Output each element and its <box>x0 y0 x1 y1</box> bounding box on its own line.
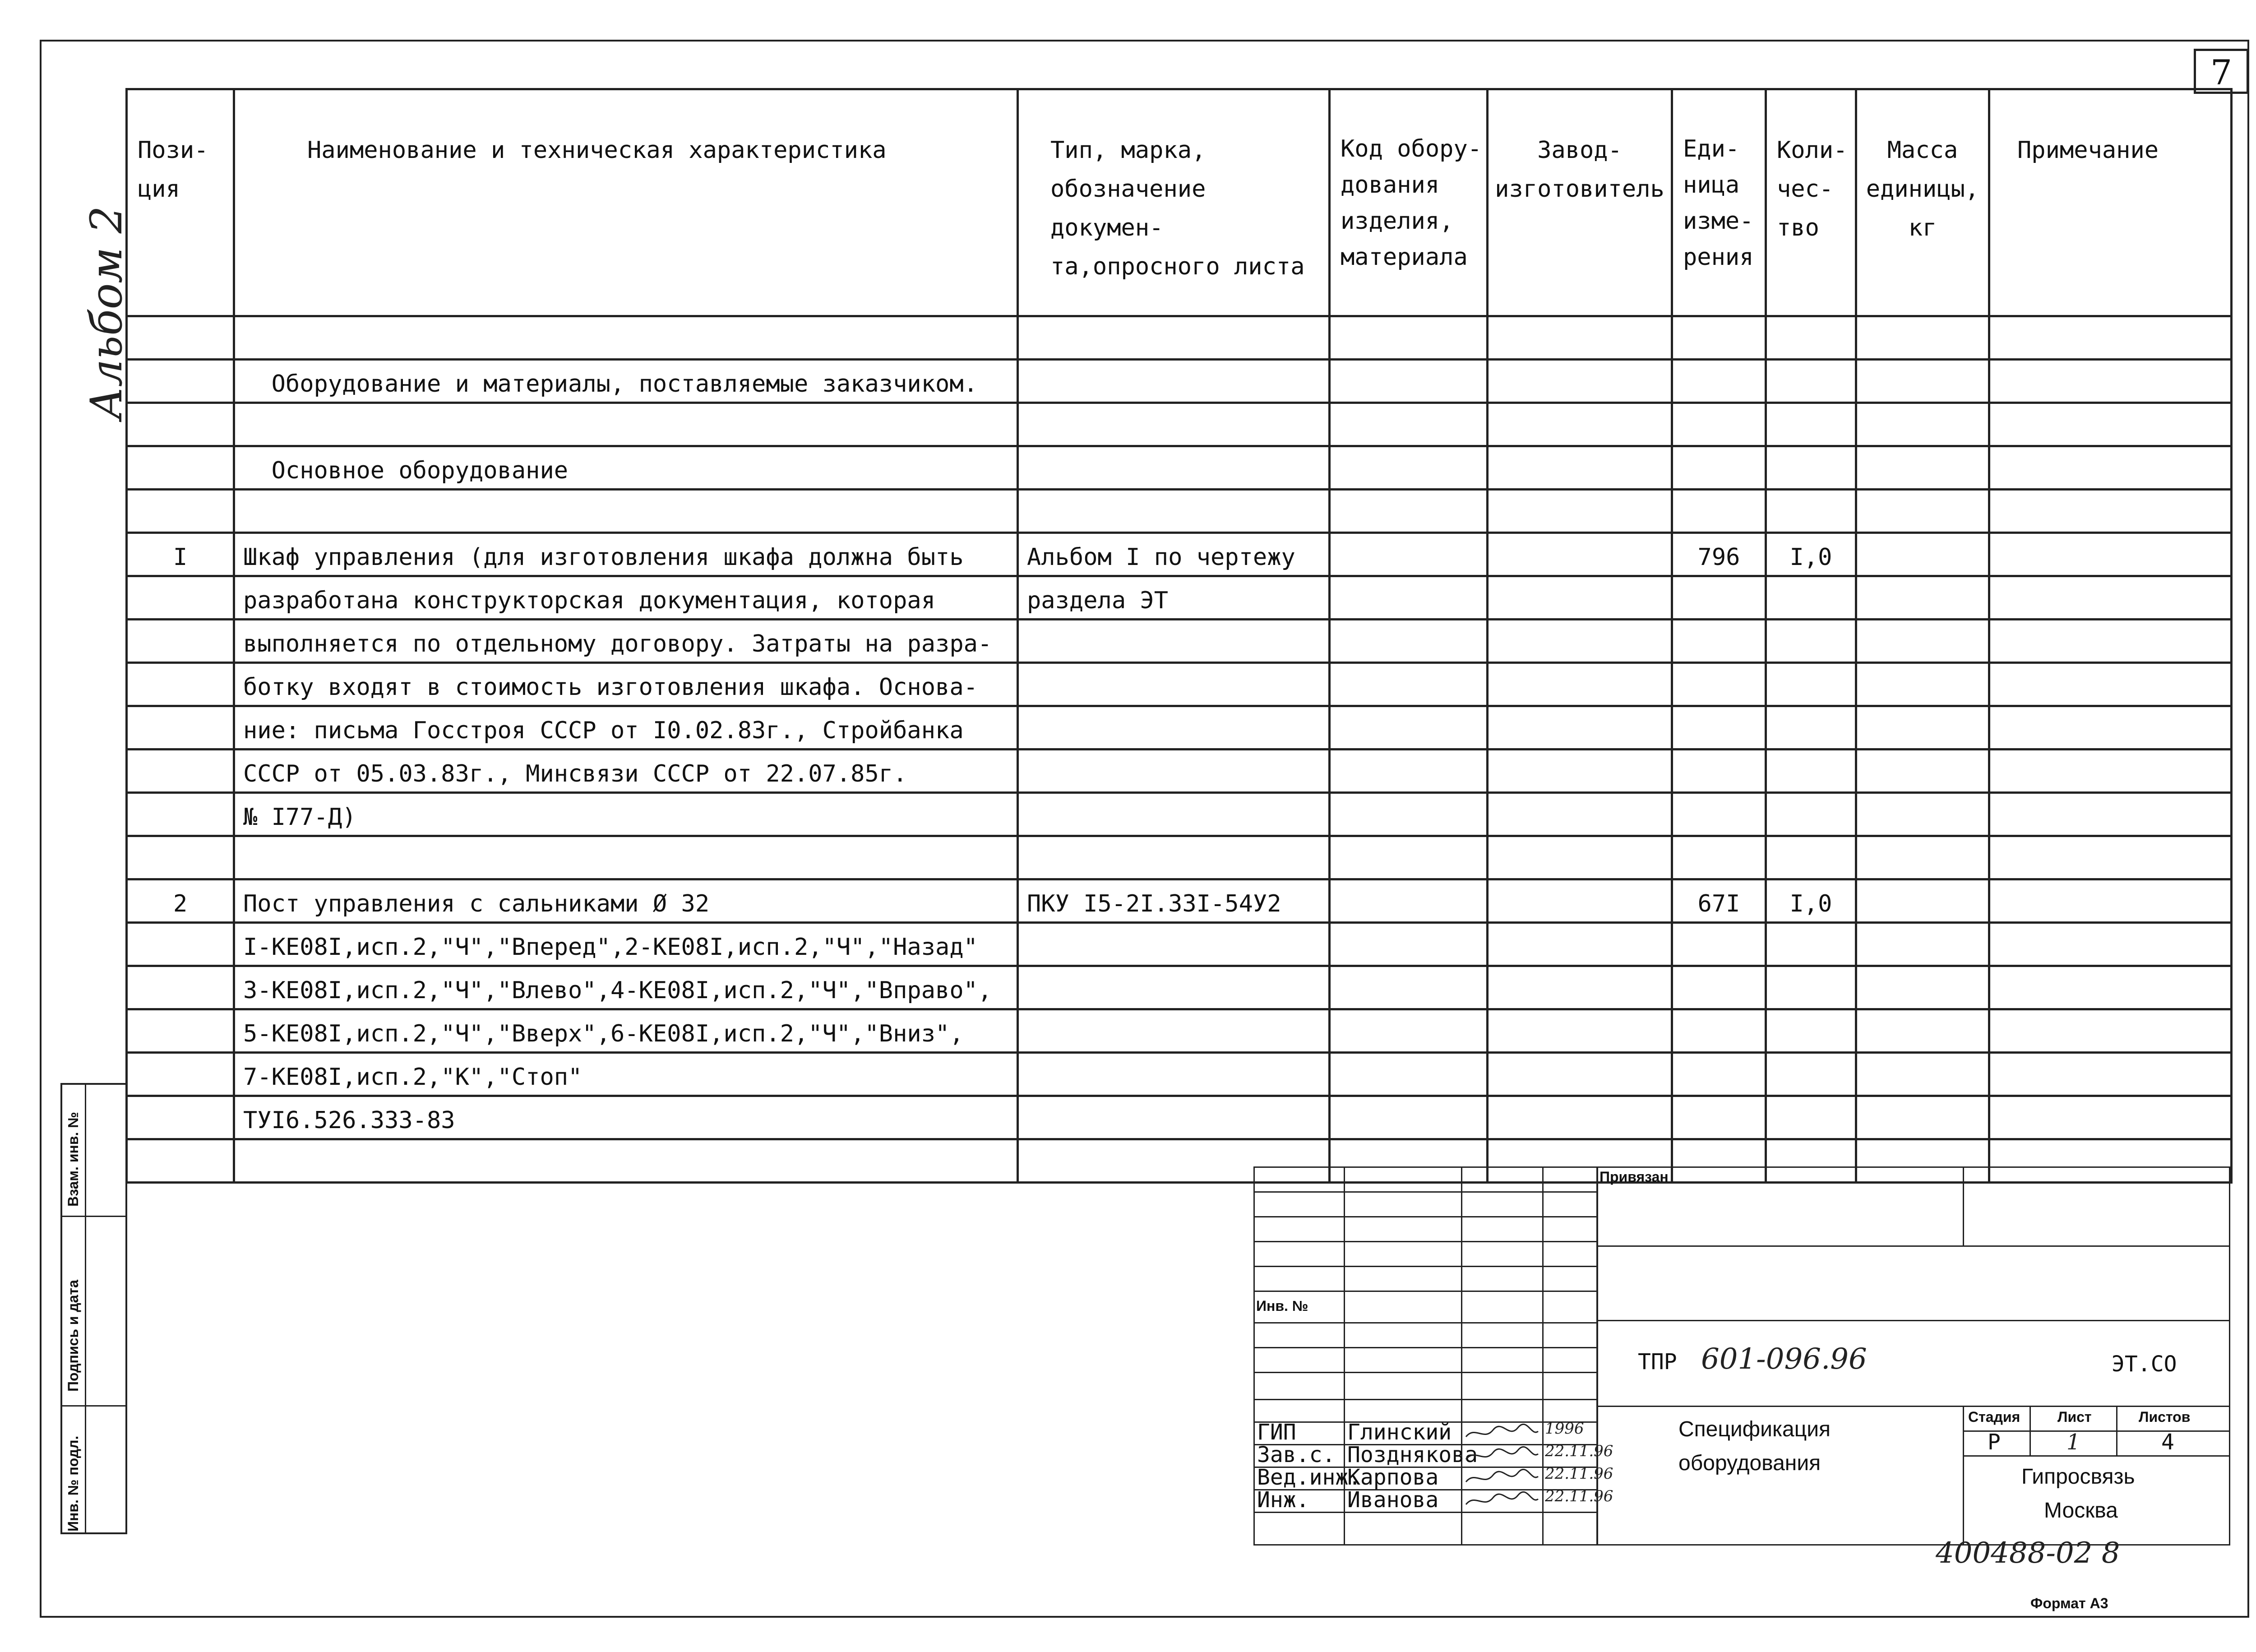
cell-name: I-КЕ08I,исп.2,"Ч","Вперед",2-КЕ08I,исп.2,"Ч","Назад" <box>234 923 1018 966</box>
sheet-label: Лист <box>2057 1409 2092 1425</box>
stage-label: Стадия <box>1968 1409 2020 1425</box>
table-row <box>127 793 2232 836</box>
specification-table <box>125 88 2233 1184</box>
header-mass: Масса единицы, кг <box>1856 89 1989 316</box>
album-note: Альбом 2 <box>81 206 132 420</box>
cell-type <box>1018 1096 1330 1139</box>
cell-pos <box>127 1053 234 1096</box>
cell-pos: 2 <box>127 879 234 923</box>
sheet-value: 1 <box>2066 1430 2080 1455</box>
table-row <box>127 490 2232 533</box>
cell-maker <box>1488 316 1672 360</box>
cell-maker <box>1488 836 1672 879</box>
cell-mass <box>1856 403 1989 446</box>
cell-name <box>234 316 1018 360</box>
cell-pos <box>127 490 234 533</box>
cell-note <box>1989 836 2232 879</box>
table-row <box>127 1096 2232 1139</box>
cell-unit <box>1672 706 1766 750</box>
cell-mass <box>1856 750 1989 793</box>
cell-type <box>1018 706 1330 750</box>
organization-city: Москва <box>2044 1499 2118 1522</box>
cell-name: 3-КЕ08I,исп.2,"Ч","Влево",4-КЕ08I,исп.2,"Ч","Вправо", <box>234 966 1018 1009</box>
cell-name: Шкаф управления (для изготовления шкафа должна быть <box>234 533 1018 576</box>
cell-unit <box>1672 1096 1766 1139</box>
cell-note <box>1989 403 2232 446</box>
table-row <box>127 966 2232 1009</box>
cell-code <box>1330 403 1488 446</box>
cell-maker <box>1488 663 1672 706</box>
cell-name: выполняется по отдельному договору. Затраты на разра- <box>234 620 1018 663</box>
cell-pos <box>127 360 234 403</box>
cell-qty <box>1766 576 1856 620</box>
cell-unit <box>1672 576 1766 620</box>
cell-mass <box>1856 620 1989 663</box>
inv-label: Инв. № <box>1256 1298 1308 1314</box>
page-number: 7 <box>2194 49 2249 94</box>
cell-mass <box>1856 836 1989 879</box>
cell-pos <box>127 1009 234 1053</box>
table-row <box>127 620 2232 663</box>
table-row <box>127 576 2232 620</box>
cell-type <box>1018 316 1330 360</box>
cell-unit <box>1672 966 1766 1009</box>
cell-code <box>1330 1053 1488 1096</box>
side-label-inv-orig: Инв. № подл. <box>65 1435 81 1532</box>
cell-pos <box>127 923 234 966</box>
cell-note <box>1989 1009 2232 1053</box>
cell-name: ТУI6.526.333-83 <box>234 1096 1018 1139</box>
cell-maker <box>1488 446 1672 490</box>
cell-type <box>1018 793 1330 836</box>
cell-pos <box>127 316 234 360</box>
cell-type: раздела ЭТ <box>1018 576 1330 620</box>
cell-qty <box>1766 446 1856 490</box>
cell-type <box>1018 446 1330 490</box>
cell-pos <box>127 836 234 879</box>
signatory-role: Инж. <box>1257 1487 1309 1513</box>
cell-type <box>1018 663 1330 706</box>
cell-mass <box>1856 1009 1989 1053</box>
cell-qty <box>1766 490 1856 533</box>
cell-pos <box>127 663 234 706</box>
cell-pos <box>127 966 234 1009</box>
cell-qty <box>1766 836 1856 879</box>
signature-icon <box>1464 1468 1540 1489</box>
cell-note <box>1989 316 2232 360</box>
cell-code <box>1330 966 1488 1009</box>
signature-date: 1996 <box>1545 1420 1584 1438</box>
cell-note <box>1989 663 2232 706</box>
cell-note <box>1989 1096 2232 1139</box>
cell-pos <box>127 750 234 793</box>
sheets-label: Листов <box>2139 1409 2191 1425</box>
cell-unit <box>1672 316 1766 360</box>
cell-mass <box>1856 706 1989 750</box>
header-row <box>127 89 2232 316</box>
cell-name <box>234 403 1018 446</box>
cell-type <box>1018 1053 1330 1096</box>
cell-maker <box>1488 403 1672 446</box>
signatory-role: Вед.инж. <box>1257 1465 1362 1490</box>
table-row <box>127 316 2232 360</box>
signature-date: 22.11.96 <box>1545 1465 1613 1483</box>
cell-type <box>1018 836 1330 879</box>
cell-code <box>1330 836 1488 879</box>
cell-code <box>1330 316 1488 360</box>
table-row <box>127 360 2232 403</box>
cell-type <box>1018 360 1330 403</box>
cell-mass <box>1856 793 1989 836</box>
cell-code <box>1330 533 1488 576</box>
cell-maker <box>1488 793 1672 836</box>
cell-pos <box>127 1096 234 1139</box>
signatory-role: Зав.с. <box>1257 1442 1336 1467</box>
cell-maker <box>1488 1096 1672 1139</box>
cell-note <box>1989 706 2232 750</box>
cell-qty <box>1766 793 1856 836</box>
cell-code <box>1330 446 1488 490</box>
cell-code <box>1330 879 1488 923</box>
cell-note <box>1989 879 2232 923</box>
cell-code <box>1330 490 1488 533</box>
cell-maker <box>1488 706 1672 750</box>
cell-unit <box>1672 1053 1766 1096</box>
cell-unit <box>1672 923 1766 966</box>
signature-icon <box>1464 1423 1540 1444</box>
cell-qty <box>1766 1096 1856 1139</box>
cell-unit <box>1672 446 1766 490</box>
header-unit: Еди- ница изме- рения <box>1672 89 1766 316</box>
cell-mass <box>1856 923 1989 966</box>
cell-note <box>1989 923 2232 966</box>
cell-name <box>234 490 1018 533</box>
cell-pos <box>127 403 234 446</box>
cell-qty <box>1766 316 1856 360</box>
cell-name: разработана конструкторская документация, которая <box>234 576 1018 620</box>
cell-pos <box>127 446 234 490</box>
header-pos: Пози- ция <box>127 89 234 316</box>
cell-name: Оборудование и материалы, поставляемые заказчиком. <box>234 360 1018 403</box>
cell-mass <box>1856 446 1989 490</box>
cell-maker <box>1488 1053 1672 1096</box>
cell-unit <box>1672 1009 1766 1053</box>
cell-unit: 67I <box>1672 879 1766 923</box>
sheets-value: 4 <box>2161 1430 2174 1455</box>
cell-maker <box>1488 576 1672 620</box>
cell-qty <box>1766 1009 1856 1053</box>
attached-label: Привязан <box>1600 1169 1669 1185</box>
cell-pos <box>127 1139 234 1183</box>
cell-name: 7-КЕ08I,исп.2,"К","Стоп" <box>234 1053 1018 1096</box>
cell-name: ние: письма Госстроя СССР от I0.02.83г., Стройбанка <box>234 706 1018 750</box>
cell-type <box>1018 750 1330 793</box>
cell-maker <box>1488 490 1672 533</box>
cell-maker <box>1488 360 1672 403</box>
doc-title-line2: оборудования <box>1678 1451 1821 1475</box>
cell-mass <box>1856 490 1989 533</box>
cell-code <box>1330 360 1488 403</box>
doc-code-handwritten: 601-096.96 <box>1701 1342 1867 1376</box>
cell-maker <box>1488 879 1672 923</box>
doc-suffix: ЭТ.СО <box>2112 1351 2177 1377</box>
table-row <box>127 1009 2232 1053</box>
cell-pos: I <box>127 533 234 576</box>
cell-qty <box>1766 620 1856 663</box>
cell-type: Альбом I по чертежу <box>1018 533 1330 576</box>
format-label: Формат А3 <box>2030 1595 2108 1611</box>
cell-note <box>1989 576 2232 620</box>
side-label-sign-date: Подпись и дата <box>65 1280 81 1392</box>
cell-maker <box>1488 1009 1672 1053</box>
signatory-role: ГИП <box>1257 1420 1296 1445</box>
cell-qty <box>1766 706 1856 750</box>
cell-code <box>1330 620 1488 663</box>
cell-unit <box>1672 403 1766 446</box>
table-row <box>127 663 2232 706</box>
cell-pos <box>127 706 234 750</box>
cell-code <box>1330 663 1488 706</box>
cell-mass <box>1856 879 1989 923</box>
cell-maker <box>1488 533 1672 576</box>
table-row <box>127 923 2232 966</box>
cell-pos <box>127 576 234 620</box>
cell-mass <box>1856 1053 1989 1096</box>
table-row <box>127 1053 2232 1096</box>
cell-mass <box>1856 966 1989 1009</box>
signature-icon <box>1464 1491 1540 1512</box>
cell-type <box>1018 966 1330 1009</box>
cell-name <box>234 1139 1018 1183</box>
cell-type <box>1018 923 1330 966</box>
cell-qty <box>1766 1053 1856 1096</box>
cell-name: ботку входят в стоимость изготовления шкафа. Основа- <box>234 663 1018 706</box>
cell-qty <box>1766 923 1856 966</box>
cell-code <box>1330 750 1488 793</box>
cell-type <box>1018 403 1330 446</box>
cell-qty: I,0 <box>1766 533 1856 576</box>
cell-note <box>1989 793 2232 836</box>
cell-unit <box>1672 750 1766 793</box>
cell-name: № I77-Д) <box>234 793 1018 836</box>
cell-code <box>1330 1009 1488 1053</box>
cell-unit <box>1672 836 1766 879</box>
side-strip <box>60 1083 127 1534</box>
table-row <box>127 706 2232 750</box>
cell-mass <box>1856 360 1989 403</box>
cell-name: СССР от 05.03.83г., Минсвязи СССР от 22.07.85г. <box>234 750 1018 793</box>
cell-code <box>1330 576 1488 620</box>
cell-mass <box>1856 576 1989 620</box>
cell-qty <box>1766 663 1856 706</box>
cell-code <box>1330 793 1488 836</box>
cell-note <box>1989 360 2232 403</box>
cell-unit <box>1672 793 1766 836</box>
table-row <box>127 533 2232 576</box>
cell-name <box>234 836 1018 879</box>
cell-name: 5-КЕ08I,исп.2,"Ч","Вверх",6-КЕ08I,исп.2,"Ч","Вниз", <box>234 1009 1018 1053</box>
header-name: Наименование и техническая характеристика <box>234 89 1018 316</box>
cell-type <box>1018 490 1330 533</box>
cell-unit <box>1672 620 1766 663</box>
signatory-name: Глинский <box>1347 1420 1452 1445</box>
cell-note <box>1989 490 2232 533</box>
signatory-name: Иванова <box>1347 1487 1439 1513</box>
header-note: Примечание <box>1989 89 2232 316</box>
organization-name: Гипросвязь <box>2021 1465 2135 1489</box>
signatory-name: Карпова <box>1347 1465 1439 1490</box>
table-row <box>127 879 2232 923</box>
cell-note <box>1989 533 2232 576</box>
archive-number: 400488-02 8 <box>1936 1536 2120 1570</box>
cell-note <box>1989 620 2232 663</box>
header-type: Тип, марка, обозначение докумен- та,опросного листа <box>1018 89 1330 316</box>
cell-maker <box>1488 923 1672 966</box>
cell-mass <box>1856 1096 1989 1139</box>
cell-pos <box>127 793 234 836</box>
table-row <box>127 836 2232 879</box>
doc-code-prefix: ТПР <box>1638 1349 1677 1374</box>
cell-maker <box>1488 620 1672 663</box>
cell-unit: 796 <box>1672 533 1766 576</box>
cell-mass <box>1856 533 1989 576</box>
stage-value: Р <box>1988 1430 2001 1455</box>
cell-note <box>1989 750 2232 793</box>
cell-qty <box>1766 750 1856 793</box>
cell-unit <box>1672 663 1766 706</box>
doc-title-line1: Спецификация <box>1678 1417 1831 1441</box>
cell-qty: I,0 <box>1766 879 1856 923</box>
signature-date: 22.11.96 <box>1545 1442 1613 1460</box>
cell-mass <box>1856 316 1989 360</box>
cell-type <box>1018 1009 1330 1053</box>
table-row <box>127 750 2232 793</box>
cell-qty <box>1766 403 1856 446</box>
cell-name: Основное оборудование <box>234 446 1018 490</box>
cell-type: ПКУ I5-2I.33I-54У2 <box>1018 879 1330 923</box>
side-label-replace-inv: Взам. инв. № <box>65 1112 81 1207</box>
cell-maker <box>1488 750 1672 793</box>
table-row <box>127 403 2232 446</box>
header-maker: Завод- изготовитель <box>1488 89 1672 316</box>
cell-unit <box>1672 360 1766 403</box>
signature-date: 22.11.96 <box>1545 1487 1613 1505</box>
cell-code <box>1330 1096 1488 1139</box>
cell-type <box>1018 620 1330 663</box>
cell-name: Пост управления с сальниками Ø 32 <box>234 879 1018 923</box>
cell-mass <box>1856 663 1989 706</box>
header-code: Код обору- дования изделия, материала <box>1330 89 1488 316</box>
cell-pos <box>127 620 234 663</box>
cell-maker <box>1488 966 1672 1009</box>
table-row <box>127 446 2232 490</box>
cell-note <box>1989 966 2232 1009</box>
cell-code <box>1330 923 1488 966</box>
cell-qty <box>1766 360 1856 403</box>
cell-note <box>1989 446 2232 490</box>
cell-qty <box>1766 966 1856 1009</box>
cell-note <box>1989 1053 2232 1096</box>
signature-icon <box>1464 1446 1540 1467</box>
cell-code <box>1330 706 1488 750</box>
signatory-name: Позднякова <box>1347 1442 1478 1467</box>
header-qty: Коли- чес- тво <box>1766 89 1856 316</box>
cell-unit <box>1672 490 1766 533</box>
